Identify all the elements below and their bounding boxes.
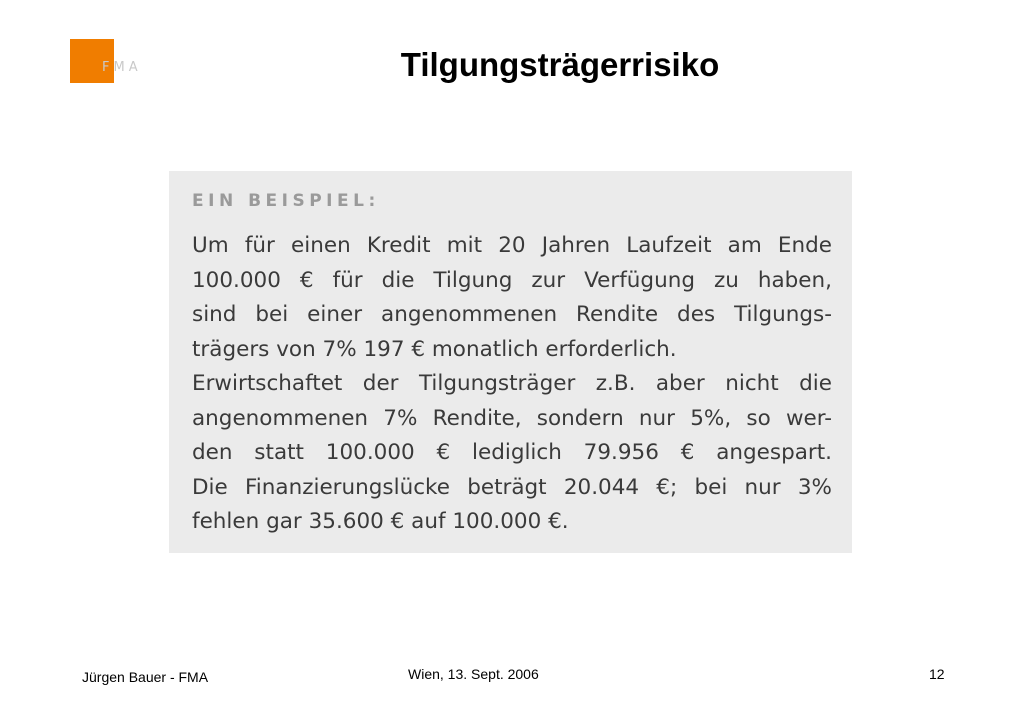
example-body — [192, 229, 832, 540]
example-line: 100.000 € für die Tilgung zur Verfügung zu haben, — [192, 267, 832, 293]
example-line: Erwirtschaftet der Tilgungsträger z.B. aber nicht die — [192, 371, 832, 396]
example-line: den statt 100.000 € lediglich 79.956 € angespart. — [192, 440, 832, 465]
example-line: sind bei einer angenommenen Rendite des Tilgungs- — [192, 302, 832, 327]
footer-author: Jürgen Bauer - FMA — [82, 669, 209, 685]
example-line: trägers von 7% 197 € monatlich erforderlich. — [192, 336, 677, 362]
logo-text: FMA — [102, 60, 142, 75]
example-heading: EIN BEISPIEL: — [192, 191, 380, 211]
fma-logo — [70, 39, 150, 83]
example-box — [169, 171, 852, 553]
slide-title: Tilgungsträgerrisiko — [400, 46, 720, 83]
example-line: Um für einen Kredit mit 20 Jahren Laufzeit am Ende — [192, 233, 832, 258]
example-line: fehlen gar 35.600 € auf 100.000 €. — [192, 509, 569, 534]
page-number: 12 — [929, 666, 945, 682]
example-line: angenommenen 7% Rendite, sondern nur 5%, so wer- — [192, 405, 832, 431]
example-line: Die Finanzierungslücke beträgt 20.044 €; bei nur 3% — [192, 474, 832, 500]
footer-date: Wien, 13. Sept. 2006 — [408, 666, 539, 682]
